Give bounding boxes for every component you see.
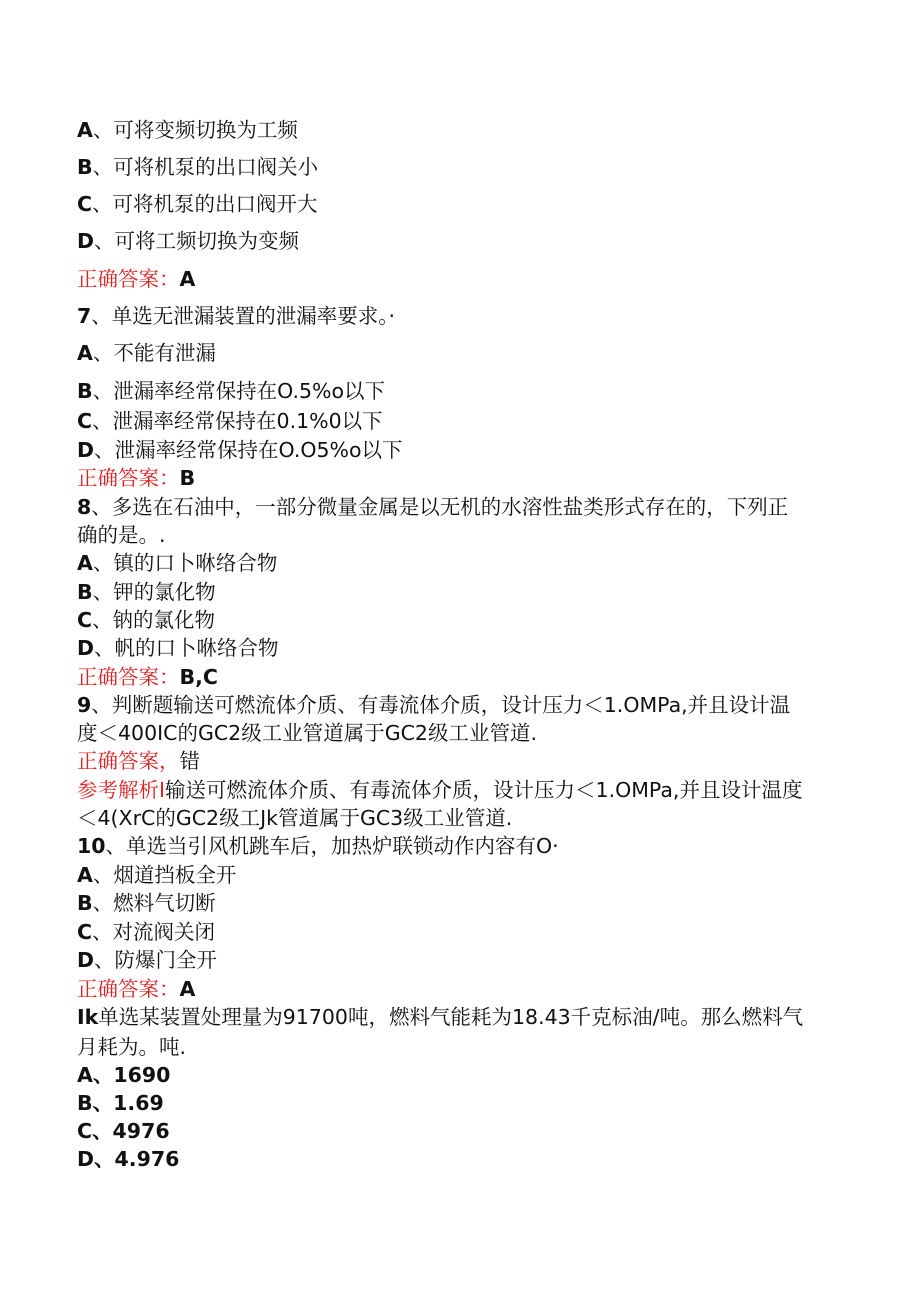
option-label: C (77, 608, 93, 632)
question-number: 10 (77, 834, 106, 858)
question-text: 、判断题输送可燃流体介质、有毒流体介质，设计压力＜1.OMPa,并且设计温 (91, 693, 791, 717)
q11-option-c (77, 1117, 170, 1145)
answer-label: 正确答案： (77, 466, 180, 490)
question-text: 单选某装置处理量为91700吨，燃料气能耗为18.43千克标油/吨。那么燃料气 (98, 1005, 804, 1029)
q10-option-a (77, 861, 236, 889)
question-number: Ik (77, 1005, 99, 1029)
question-text: 月耗为。吨. (77, 1035, 187, 1059)
option-label: B (77, 891, 93, 915)
answer-label: 正确答案： (77, 267, 180, 291)
option-text: 、对流阀关闭 (92, 920, 216, 944)
q10-option-d (77, 946, 217, 974)
q11-option-b (77, 1089, 164, 1117)
option-text: 、泄漏率经常保持在0.1%0以下 (92, 409, 383, 433)
option-label: B (77, 1091, 93, 1115)
option-text: 、可将变频切换为工频 (92, 118, 298, 142)
q6-option-c (77, 190, 318, 218)
option-text: 、燃料气切断 (92, 891, 216, 915)
q8-question-cont (77, 521, 166, 549)
option-text: 、1690 (92, 1063, 171, 1087)
option-label: B (77, 379, 93, 403)
option-text: 、4976 (92, 1119, 170, 1143)
q8-question (77, 493, 788, 521)
q7-option-c (77, 407, 383, 435)
q6-option-a (77, 116, 298, 144)
option-text: 、1.69 (92, 1091, 164, 1115)
q8-option-a (77, 549, 277, 577)
question-text: 确的是。. (77, 523, 166, 547)
option-text: 、烟道挡板全开 (92, 863, 237, 887)
q11-option-a (77, 1061, 170, 1089)
option-label: C (77, 1119, 93, 1143)
question-text: 、单选无泄漏装置的泄漏率要求。· (91, 304, 396, 328)
question-text: 、多选在石油中，一部分微量金属是以无机的水溶性盐类形式存在的，下列正 (91, 495, 789, 519)
q10-answer (77, 975, 195, 1003)
option-text: 、防爆门全开 (94, 948, 218, 972)
option-label: C (77, 920, 93, 944)
q7-answer (77, 464, 195, 492)
option-label: D (77, 1147, 95, 1171)
analysis-text: ＜4(XrC的GC2级工Jk管道属于GC3级工业管道. (77, 806, 513, 830)
answer-value: A (179, 977, 196, 1001)
option-label: A (77, 341, 93, 365)
option-text: 、不能有泄漏 (92, 341, 216, 365)
answer-value: 错 (179, 749, 200, 773)
option-label: D (77, 438, 95, 462)
q10-question (77, 832, 559, 860)
q9-analysis-cont (77, 804, 512, 832)
q6-option-d (77, 227, 299, 255)
option-label: B (77, 155, 93, 179)
question-text: 、单选当引风机跳车后，加热炉联锁动作内容有O· (105, 834, 559, 858)
q9-analysis (77, 776, 802, 804)
question-text: 度＜400IC的GC2级工业管道属于GC2级工业管道. (77, 721, 537, 745)
answer-value: B (179, 466, 196, 490)
option-label: A (77, 863, 93, 887)
q9-question (77, 691, 790, 719)
q10-option-c (77, 918, 215, 946)
option-text: 、泄漏率经常保持在O.O5%o以下 (94, 438, 403, 462)
analysis-text: 输送可燃流体介质、有毒流体介质，设计压力＜1.OMPa,并且设计温度 (165, 778, 803, 802)
question-number: 8 (77, 495, 92, 519)
option-label: D (77, 948, 95, 972)
option-label: A (77, 1063, 93, 1087)
q6-option-b (77, 153, 318, 181)
q8-option-c (77, 606, 215, 634)
q8-answer (77, 663, 218, 691)
option-label: C (77, 409, 93, 433)
q6-answer (77, 265, 195, 293)
option-label: C (77, 192, 93, 216)
answer-value: A (179, 267, 196, 291)
q11-option-d (77, 1145, 179, 1173)
analysis-label: 参考解析I (77, 778, 166, 802)
option-text: 、钠的氯化物 (92, 608, 216, 632)
option-label: B (77, 580, 93, 604)
answer-label: 正确答案， (77, 749, 180, 773)
q7-option-d (77, 436, 403, 464)
option-text: 、镇的口卜咻络合物 (92, 551, 278, 575)
q7-option-b (77, 377, 385, 405)
q7-question (77, 302, 395, 330)
q11-question-cont (77, 1033, 186, 1061)
option-label: A (77, 118, 93, 142)
question-number: 9 (77, 693, 92, 717)
option-label: A (77, 551, 93, 575)
answer-value: B,C (179, 665, 218, 689)
option-text: 、可将工频切换为变频 (94, 229, 300, 253)
q8-option-b (77, 578, 216, 606)
option-text: 、4.976 (94, 1147, 180, 1171)
option-text: 、泄漏率经常保持在O.5%o以下 (92, 379, 386, 403)
answer-label: 正确答案： (77, 977, 180, 1001)
option-text: 、钾的氯化物 (92, 580, 216, 604)
question-number: 7 (77, 304, 92, 328)
answer-label: 正确答案： (77, 665, 180, 689)
option-label: D (77, 229, 95, 253)
q11-question (77, 1003, 803, 1031)
q9-answer (77, 747, 200, 775)
q9-question-cont (77, 719, 537, 747)
q10-option-b (77, 889, 216, 917)
option-text: 、帆的口卜咻络合物 (94, 636, 279, 660)
q8-option-d (77, 634, 279, 662)
option-text: 、可将机泵的出口阀关小 (92, 155, 319, 179)
option-text: 、可将机泵的出口阀开大 (92, 192, 318, 216)
option-label: D (77, 636, 95, 660)
q7-option-a (77, 339, 216, 367)
